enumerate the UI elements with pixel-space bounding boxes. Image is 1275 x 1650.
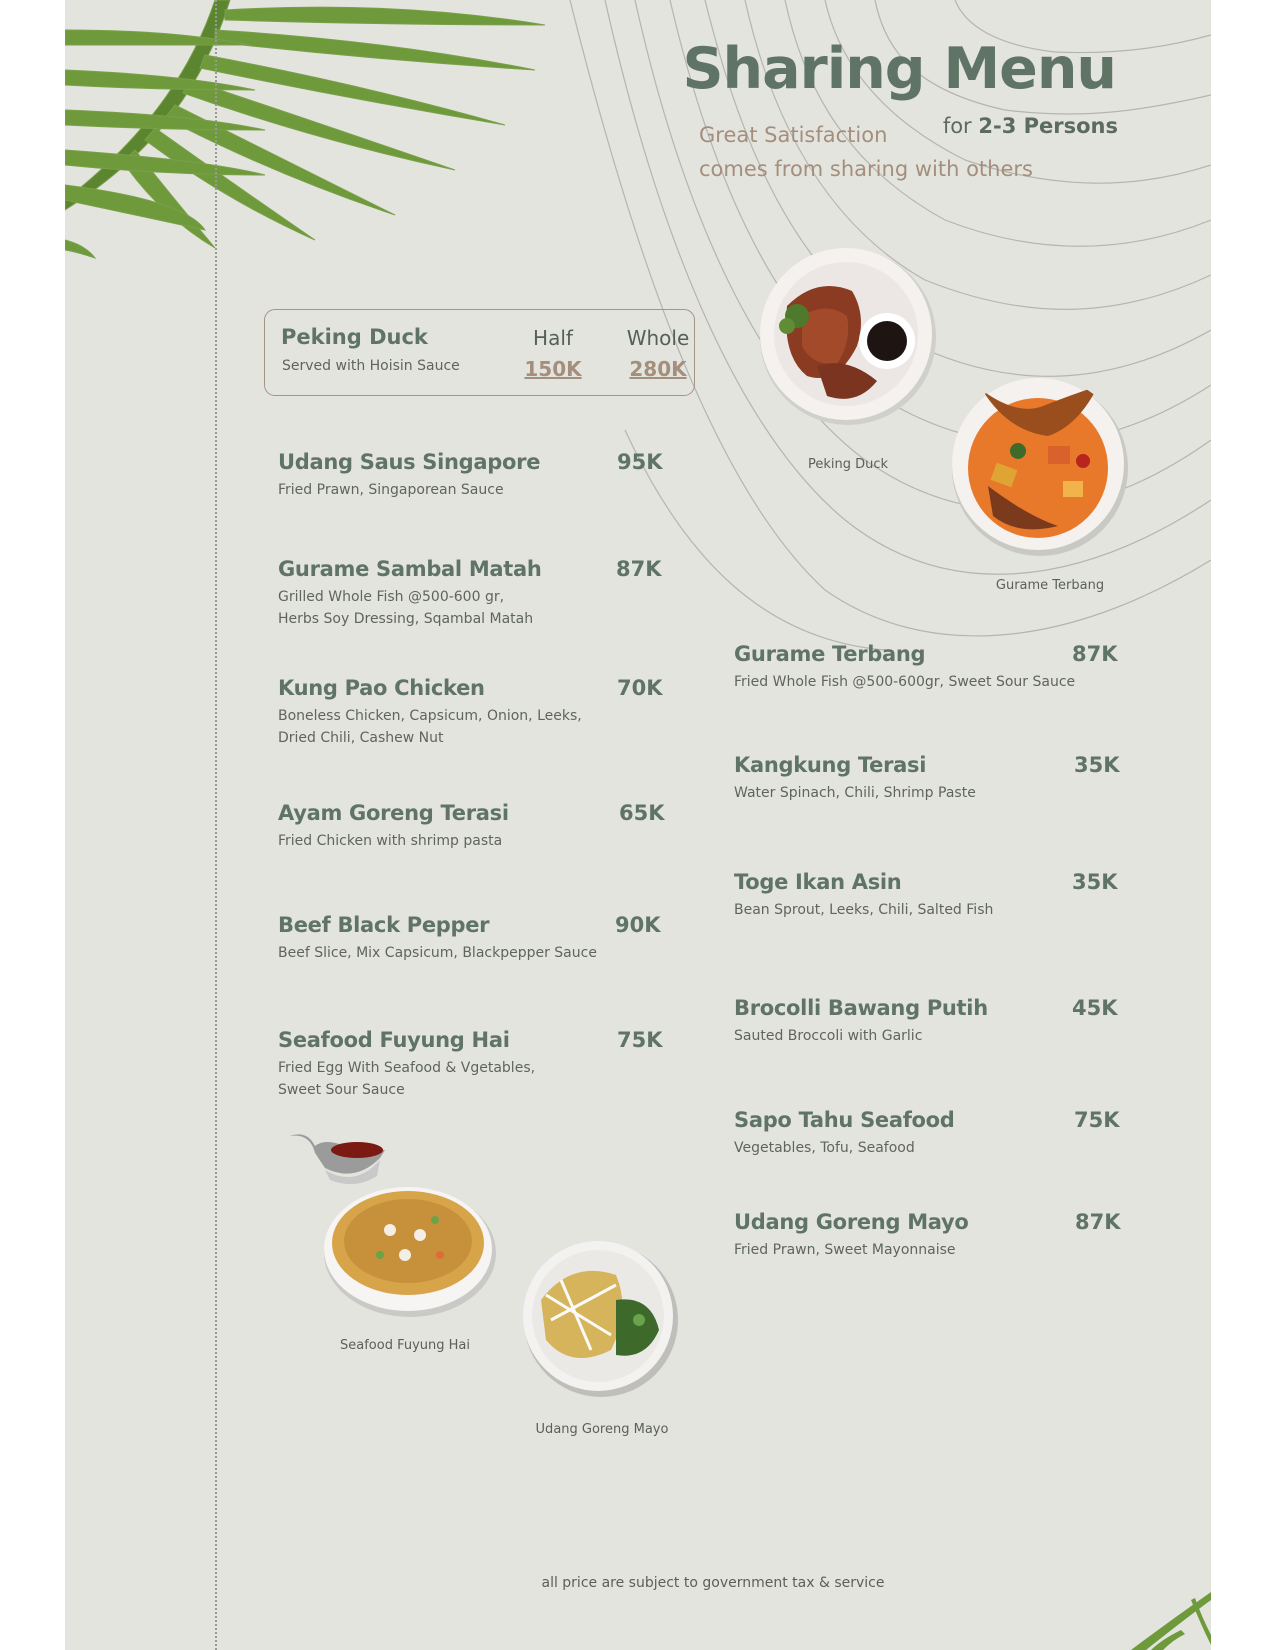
serving-size-count: 2-3 Persons <box>978 114 1118 138</box>
photo-caption: Gurame Terbang <box>995 578 1105 593</box>
menu-item-description-line: Dried Chili, Cashew Nut <box>278 730 444 746</box>
peking-duck-photo <box>757 246 939 428</box>
leaf-corner-decoration <box>1091 1590 1211 1650</box>
menu-item-description-line: Fried Prawn, Singaporean Sauce <box>278 482 504 498</box>
menu-item <box>734 996 988 1047</box>
photo-caption: Peking Duck <box>807 457 889 472</box>
menu-item-name: Toge Ikan Asin <box>734 870 902 894</box>
menu-item <box>734 870 993 921</box>
menu-item-price: 95K <box>617 450 663 474</box>
menu-item-price: 87K <box>1072 642 1118 666</box>
menu-item-price: 87K <box>1075 1210 1121 1234</box>
featured-item-description: Served with Hoisin Sauce <box>282 358 460 374</box>
menu-item-description-line: Vegetables, Tofu, Seafood <box>734 1140 915 1156</box>
menu-item <box>278 676 582 749</box>
photo-caption: Seafood Fuyung Hai <box>340 1338 470 1353</box>
menu-item <box>278 801 509 852</box>
menu-item-description-line: Boneless Chicken, Capsicum, Onion, Leeks, <box>278 708 582 724</box>
footer-note: all price are subject to government tax & service <box>541 1575 885 1591</box>
menu-item-description <box>278 705 582 749</box>
menu-item-name: Seafood Fuyung Hai <box>278 1028 510 1052</box>
menu-item-description <box>734 782 976 804</box>
menu-item-description <box>734 671 1075 693</box>
menu-item <box>278 1028 535 1101</box>
seafood-fuyung-hai-photo <box>320 1175 500 1320</box>
menu-item-description-line: Grilled Whole Fish @500-600 gr, <box>278 589 505 605</box>
menu-item-price: 45K <box>1072 996 1118 1020</box>
menu-item-description-line: Fried Egg With Seafood & Vgetables, <box>278 1060 536 1076</box>
menu-item-name: Udang Saus Singapore <box>278 450 541 474</box>
menu-item <box>278 557 542 630</box>
photo-caption: Udang Goreng Mayo <box>535 1422 669 1437</box>
menu-item <box>278 913 597 964</box>
menu-item <box>734 642 1075 693</box>
tagline-line-2: comes from sharing with others <box>699 157 1033 181</box>
menu-item-name: Brocolli Bawang Putih <box>734 996 988 1020</box>
menu-item-description <box>734 1239 969 1261</box>
menu-item-price: 70K <box>617 676 663 700</box>
menu-item-name: Sapo Tahu Seafood <box>734 1108 955 1132</box>
udang-goreng-mayo-photo <box>521 1240 679 1398</box>
menu-item-price: 35K <box>1074 753 1120 777</box>
half-price: 150K <box>524 357 582 381</box>
menu-item-description <box>278 1057 535 1101</box>
menu-item-price: 65K <box>619 801 665 825</box>
menu-item-name: Ayam Goreng Terasi <box>278 801 509 825</box>
menu-item-description <box>734 1137 955 1159</box>
whole-price: 280K <box>629 357 687 381</box>
half-label: Half <box>533 326 573 350</box>
menu-item-description <box>278 586 542 630</box>
tagline-line-1: Great Satisfaction <box>699 123 888 147</box>
menu-item-description-line: Fried Prawn, Sweet Mayonnaise <box>734 1242 956 1258</box>
menu-item-price: 87K <box>616 557 662 581</box>
menu-item-price: 75K <box>1074 1108 1120 1132</box>
serving-size-prefix: for <box>942 114 972 138</box>
whole-portion <box>613 326 703 381</box>
menu-item <box>734 1108 955 1159</box>
menu-item-description-line: Fried Whole Fish @500-600gr, Sweet Sour Sauce <box>734 674 1076 690</box>
page-title: Sharing Menu <box>682 36 1116 102</box>
menu-item-description <box>734 899 993 921</box>
menu-item <box>734 1210 969 1261</box>
menu-item-description-line: Sweet Sour Sauce <box>278 1082 405 1098</box>
menu-item-description <box>278 479 540 501</box>
menu-item-description <box>734 1025 988 1047</box>
menu-item-description-line: Beef Slice, Mix Capsicum, Blackpepper Sauce <box>278 945 597 961</box>
menu-item-description-line: Bean Sprout, Leeks, Chili, Salted Fish <box>734 902 994 918</box>
menu-item <box>734 753 976 804</box>
menu-item-price: 90K <box>615 913 661 937</box>
serving-size <box>943 114 1118 138</box>
menu-item-price: 35K <box>1072 870 1118 894</box>
menu-page <box>65 0 1211 1650</box>
menu-item-name: Gurame Sambal Matah <box>278 557 542 581</box>
half-portion <box>508 326 598 381</box>
gurame-terbang-photo <box>948 376 1130 558</box>
palm-leaf-decoration <box>65 0 585 270</box>
menu-item-price: 75K <box>617 1028 663 1052</box>
menu-item-name: Gurame Terbang <box>734 642 926 666</box>
menu-item-name: Kangkung Terasi <box>734 753 927 777</box>
menu-item-description-line: Sauted Broccoli with Garlic <box>734 1028 923 1044</box>
menu-item-name: Kung Pao Chicken <box>278 676 485 700</box>
whole-label: Whole <box>626 326 690 350</box>
menu-item-description <box>278 830 509 852</box>
menu-item-description-line: Fried Chicken with shrimp pasta <box>278 833 503 849</box>
menu-item <box>278 450 540 501</box>
menu-item-description <box>278 942 597 964</box>
featured-item-name: Peking Duck <box>281 325 428 349</box>
featured-item-box <box>264 309 695 396</box>
menu-item-description-line: Water Spinach, Chili, Shrimp Paste <box>734 785 976 801</box>
menu-item-name: Udang Goreng Mayo <box>734 1210 969 1234</box>
menu-item-name: Beef Black Pepper <box>278 913 490 937</box>
menu-item-description-line: Herbs Soy Dressing, Sqambal Matah <box>278 611 534 627</box>
margin-dotted-line <box>215 0 217 1650</box>
